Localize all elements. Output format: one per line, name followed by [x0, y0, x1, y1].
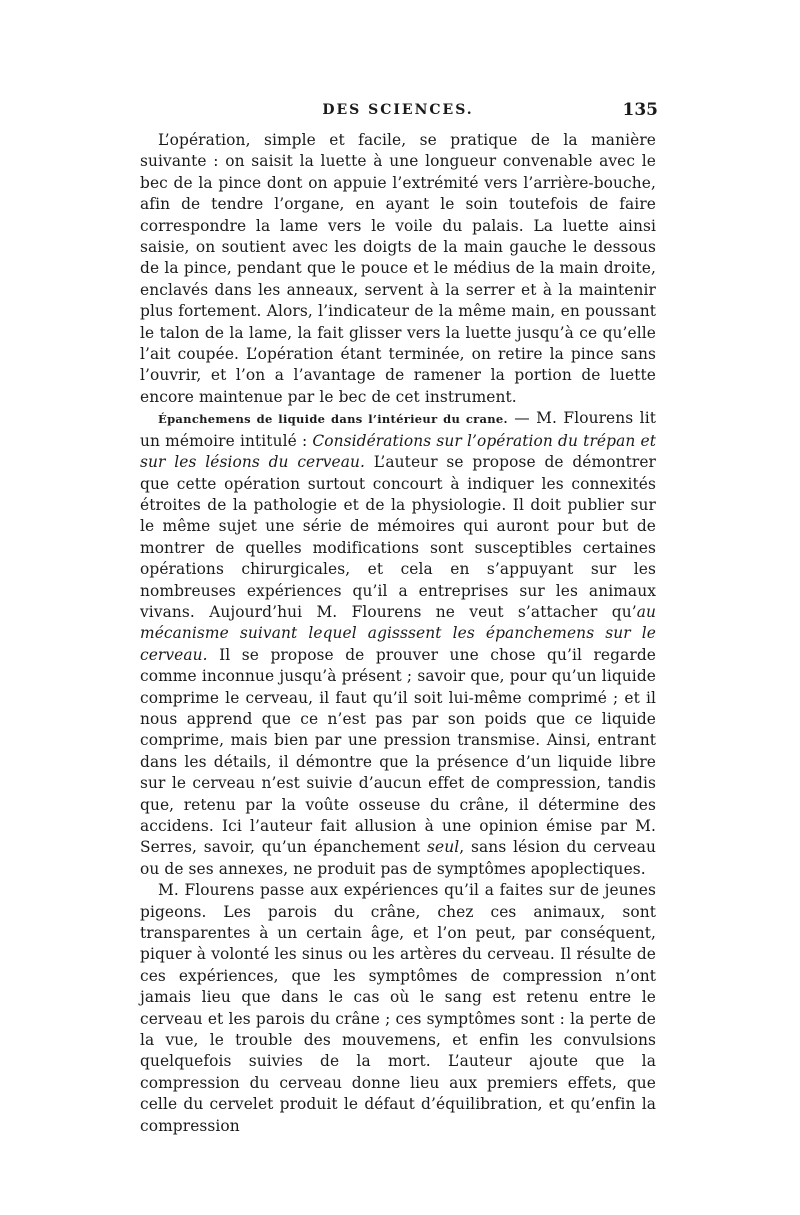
page-number: 135: [622, 100, 658, 120]
paragraph-text: , sans lésion du cerveau ou de ses annexes, ne produit pas de symptômes apoplectiques.: [140, 838, 657, 878]
paragraph-flourens-memoire: [140, 408, 656, 880]
memoir-title: Considérations sur l’opération du trépan et sur les lésions du cerveau.: [140, 431, 656, 472]
running-title: DES SCIENCES.: [322, 102, 474, 118]
section-heading: Épanchemens de liquide dans l’intérieur du crane.: [158, 412, 508, 427]
italic-phrase: au mécanisme suivant lequel agisssent les épanchemens sur le cerveau.: [140, 602, 656, 664]
paragraph-pigeons: M. Flourens passe aux expériences qu’il a faites sur de jeunes pigeons. Les parois du crâne, chez ces animaux, sont transparentes à un certain âge, et l’on peut, par conséquent, piquer à volonté les sinus ou les artères du cerveau. Il résulte de ces expériences, que les symptômes de compression n’ont jamais lieu que dans le cas où le sang est retenu entre le cerveau et les parois du crâne ; ces symptômes sont : la perte de la vue, le trouble des mouvemens, et enfin les convulsions quelquefois suivies de la mort. L’auteur ajoute que la compression du cerveau donne lieu aux premiers effets, que celle du cervelet produit le défaut d’équilibration, et qu’enfin la compression: [140, 881, 656, 1135]
paragraph-text: L’auteur se propose de démontrer que cette opération surtout concourt à indiquer les connexités étroites de la pathologie et de la physiologie. Il doit publier sur le même sujet une série de mémoires qui auront pour but de montrer de quelles modifications sont susceptibles certaines opérations chirurgicales, et cela en s’appuyant sur les nombreuses expériences qu’il a entreprises sur les animaux vivans. Aujourd’hui M. Flourens ne veut s’attacher qu’: [140, 453, 656, 621]
italic-word: seul: [426, 838, 460, 857]
paragraph-text: — M. Flourens lit un mémoire intitulé :: [140, 409, 656, 450]
paragraph-text: Il se propose de prouver une chose qu’il regarde comme inconnue jusqu’à présent ; savoir que, pour qu’un liquide comprime le cerveau, il faut qu’il soit lui-même comprimé ; et il nous apprend que ce n’est pas par son poids que ce liquide comprime, mais bien par une pression transmise. Ainsi, entrant dans les détails, il démontre que la présence d’un liquide libre sur le cerveau n’est suivie d’aucun effet de compression, tandis que, retenu par la voûte osseuse du crâne, il détermine des accidens. Ici l’auteur fait allusion à une opinion émise par M. Serres, savoir, qu’un épanchement: [140, 645, 656, 857]
paragraph-operation: L’opération, simple et facile, se pratique de la manière suivante : on saisit la luette à une longueur convenable avec le bec de la pince dont on appuie l’extrémité vers l’arrière-bouche, afin de tendre l’organe, en ayant le soin toutefois de faire correspondre la lame vers le voile du palais. La luette ainsi saisie, on soutient avec les doigts de la main gauche le dessous de la pince, pendant que le pouce et le médius de la main droite, enclavés dans les anneaux, servent à la serrer et à la maintenir plus fortement. Alors, l’indicateur de la même main, en poussant le talon de la lame, la fait glisser vers la luette jusqu’à ce qu’elle l’ait coupée. L’opération étant terminée, on retire la pince sans l’ouvrir, et l’on a l’avantage de ramener la portion de luette encore maintenue par le bec de cet instrument.: [140, 131, 656, 406]
body-text: [140, 130, 656, 1137]
book-page: [140, 100, 656, 1137]
running-head: [140, 100, 656, 130]
